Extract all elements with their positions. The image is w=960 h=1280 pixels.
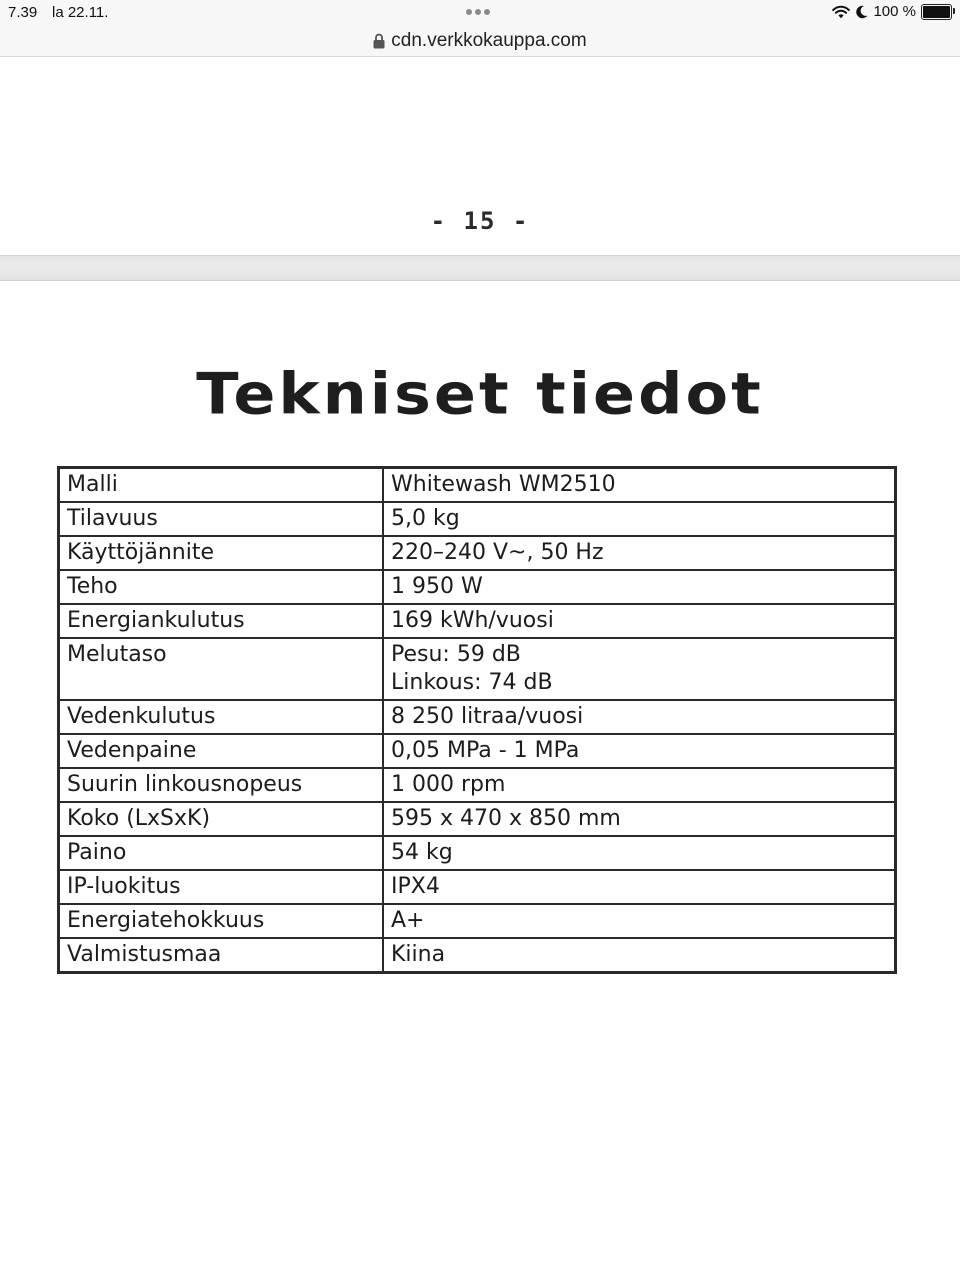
table-row bbox=[59, 870, 896, 904]
table-row bbox=[59, 938, 896, 973]
spec-value bbox=[383, 570, 896, 604]
battery-icon bbox=[921, 4, 952, 20]
spec-value bbox=[383, 638, 896, 700]
spec-value-line: A+ bbox=[391, 908, 425, 933]
spec-label: Käyttöjännite bbox=[59, 536, 384, 570]
spec-value bbox=[383, 502, 896, 536]
lock-icon bbox=[373, 33, 385, 49]
spec-value bbox=[383, 700, 896, 734]
table-row bbox=[59, 502, 896, 536]
table-row bbox=[59, 802, 896, 836]
spec-value-line: Whitewash WM2510 bbox=[391, 472, 616, 497]
spec-value-line: Linkous: 74 dB bbox=[391, 670, 553, 695]
table-row bbox=[59, 570, 896, 604]
spec-label: Paino bbox=[59, 836, 384, 870]
table-row bbox=[59, 768, 896, 802]
spec-label: Koko (LxSxK) bbox=[59, 802, 384, 836]
spec-value-line: IPX4 bbox=[391, 874, 440, 899]
spec-value-line: 8 250 litraa/vuosi bbox=[391, 704, 584, 729]
spec-value bbox=[383, 768, 896, 802]
spec-value bbox=[383, 836, 896, 870]
wifi-icon bbox=[832, 5, 850, 19]
spec-value-line: 595 x 470 x 850 mm bbox=[391, 806, 621, 831]
spec-label: Suurin linkousnopeus bbox=[59, 768, 384, 802]
address-bar[interactable] bbox=[0, 26, 960, 57]
table-row bbox=[59, 604, 896, 638]
spec-value bbox=[383, 604, 896, 638]
spec-label: Melutaso bbox=[59, 638, 384, 700]
table-row bbox=[59, 836, 896, 870]
spec-label: IP-luokitus bbox=[59, 870, 384, 904]
spec-value bbox=[383, 536, 896, 570]
spec-table-body bbox=[59, 468, 896, 973]
status-bar bbox=[0, 0, 960, 26]
multitasking-dots-icon[interactable] bbox=[466, 9, 490, 15]
spec-table bbox=[57, 466, 897, 974]
table-row bbox=[59, 734, 896, 768]
spec-label: Tilavuus bbox=[59, 502, 384, 536]
url-text[interactable]: cdn.verkkokauppa.com bbox=[391, 30, 587, 51]
spec-label: Malli bbox=[59, 468, 384, 503]
spec-label: Energiankulutus bbox=[59, 604, 384, 638]
document-viewer[interactable] bbox=[0, 57, 960, 1280]
spec-value bbox=[383, 938, 896, 973]
spec-value bbox=[383, 904, 896, 938]
spec-value-line: Pesu: 59 dB bbox=[391, 642, 521, 667]
spec-value-line: Kiina bbox=[391, 942, 446, 967]
spec-value bbox=[383, 734, 896, 768]
spec-value bbox=[383, 468, 896, 503]
spec-label: Teho bbox=[59, 570, 384, 604]
table-row bbox=[59, 536, 896, 570]
spec-label: Valmistusmaa bbox=[59, 938, 384, 973]
spec-label: Vedenkulutus bbox=[59, 700, 384, 734]
spec-value-line: 5,0 kg bbox=[391, 506, 460, 531]
spec-value bbox=[383, 870, 896, 904]
spec-value-line: 1 000 rpm bbox=[391, 772, 506, 797]
spec-value-line: 169 kWh/vuosi bbox=[391, 608, 554, 633]
spec-value-line: 0,05 MPa - 1 MPa bbox=[391, 738, 580, 763]
status-date: la 22.11. bbox=[52, 4, 109, 21]
table-row bbox=[59, 700, 896, 734]
table-row bbox=[59, 904, 896, 938]
spec-label: Vedenpaine bbox=[59, 734, 384, 768]
spec-value-line: 1 950 W bbox=[391, 574, 483, 599]
battery-percentage: 100 % bbox=[873, 3, 916, 20]
status-time: 7.39 bbox=[8, 4, 38, 21]
spec-value bbox=[383, 802, 896, 836]
table-row bbox=[59, 468, 896, 503]
spec-label: Energiatehokkuus bbox=[59, 904, 384, 938]
spec-value-line: 220–240 V~, 50 Hz bbox=[391, 540, 604, 565]
page-number: - 15 - bbox=[430, 207, 530, 235]
spec-value-line: 54 kg bbox=[391, 840, 453, 865]
page-separator bbox=[0, 255, 960, 281]
table-row bbox=[59, 638, 896, 700]
moon-icon bbox=[855, 5, 868, 19]
document-title: Tekniset tiedot bbox=[196, 359, 764, 428]
status-indicators bbox=[832, 3, 952, 20]
